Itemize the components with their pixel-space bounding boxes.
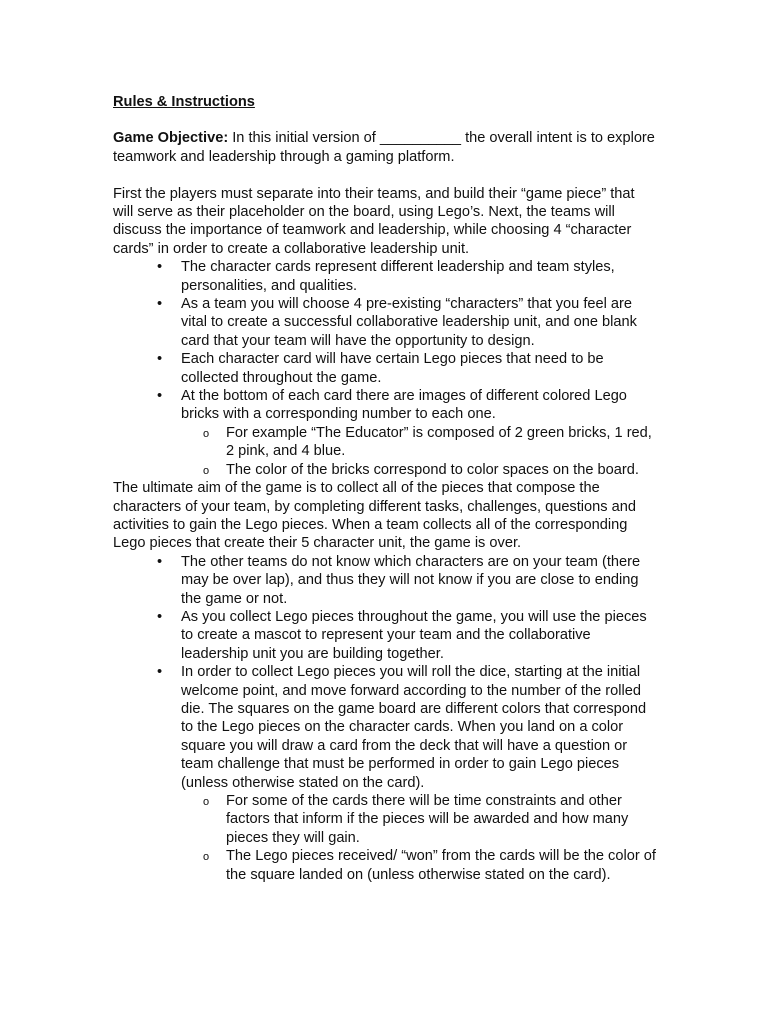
gameplay-list (113, 553, 658, 884)
document-heading: Rules & Instructions (113, 94, 255, 110)
sub-list-item (113, 461, 658, 479)
bullet-icon: • (157, 259, 163, 276)
bullet-icon: • (157, 553, 163, 570)
sub-list-item-text: For example “The Educator” is composed of 2 green bricks, 1 red, 2 pink, and 4 blue. (226, 424, 652, 460)
list-item (113, 608, 658, 663)
sub-bullet-icon: o (203, 427, 210, 440)
sub-bullet-icon: o (203, 464, 210, 477)
list-item-text: The other teams do not know which characters are on your team (there may be over lap), and thus they will not know if you are close to ending the game or not. (181, 553, 641, 607)
game-objective-label: Game Objective: (113, 130, 229, 147)
list-item (113, 387, 658, 424)
intro-paragraph: First the players must separate into their teams, and build their “game piece” that will serve as their placeholder on the board, using Lego’s. Next, the teams will discuss the importance of teamwork and leadership, while choosing 4 “character cards” in order to create a collaborative leadership unit. (113, 185, 635, 257)
bullet-icon: • (157, 351, 163, 368)
bullet-icon: • (157, 608, 163, 625)
list-item-text: As a team you will choose 4 pre-existing “characters” that you feel are vital to create a successful collaborative leadership unit, and one blank card that your team will have the opportunity to design. (181, 296, 637, 349)
list-item (113, 663, 658, 792)
list-item-text: The character cards represent different leadership and team styles, personalities, and qualities. (181, 259, 615, 294)
ultimate-aim-paragraph: The ultimate aim of the game is to collect all of the pieces that compose the characters of your team, by completing different tasks, challenges, questions and activities to gain the Lego pieces. When a team collects all of the corresponding Lego pieces that create their 5 character unit, the game is over. (113, 480, 636, 552)
document-page (113, 93, 658, 884)
game-objective-text: In this initial version of __________ the overall intent is to explore teamwork and leadership through a gaming platform. (113, 130, 655, 165)
sub-bullet-icon: o (203, 796, 210, 808)
list-item-text: Each character card will have certain Lego pieces that need to be collected throughout the game. (181, 351, 604, 386)
sub-list-item (113, 847, 658, 884)
sub-list-item-text: The color of the bricks correspond to color spaces on the board. (226, 461, 639, 478)
list-item (113, 553, 658, 608)
bullet-icon: • (157, 388, 163, 405)
bullet-icon: • (157, 664, 163, 681)
list-item-text: As you collect Lego pieces throughout the game, you will use the pieces to create a mascot to represent your team and the collaborative leadership unit you are building together. (181, 608, 647, 662)
character-card-list (113, 258, 658, 479)
sub-list-item-text: For some of the cards there will be time constraints and other factors that inform if the pieces will be awarded and how many pieces they will gain. (226, 793, 629, 846)
list-item (113, 295, 658, 350)
bullet-icon: • (157, 296, 163, 313)
sub-list-item-text: The Lego pieces received/ “won” from the cards will be the color of the square landed on (unless otherwise stated on the card). (226, 848, 656, 883)
game-objective-paragraph (113, 129, 658, 166)
sub-bullet-icon: o (203, 851, 210, 864)
list-item-text: In order to collect Lego pieces you will roll the dice, starting at the initial welcome point, and move forward according to the number of the rolled die. The squares on the game board are different colors that correspond to the Lego pieces on the character cards. When you land on a color square you will draw a card from the deck that will have a question or team challenge that must be performed in order to gain Lego pieces (unless otherwise stated on the card). (181, 664, 647, 791)
list-item (113, 258, 658, 295)
sub-list-item (113, 424, 658, 461)
list-item-text: At the bottom of each card there are images of different colored Lego bricks with a corresponding number to each one. (181, 388, 627, 423)
sub-list-item (113, 792, 658, 847)
list-item (113, 350, 658, 387)
